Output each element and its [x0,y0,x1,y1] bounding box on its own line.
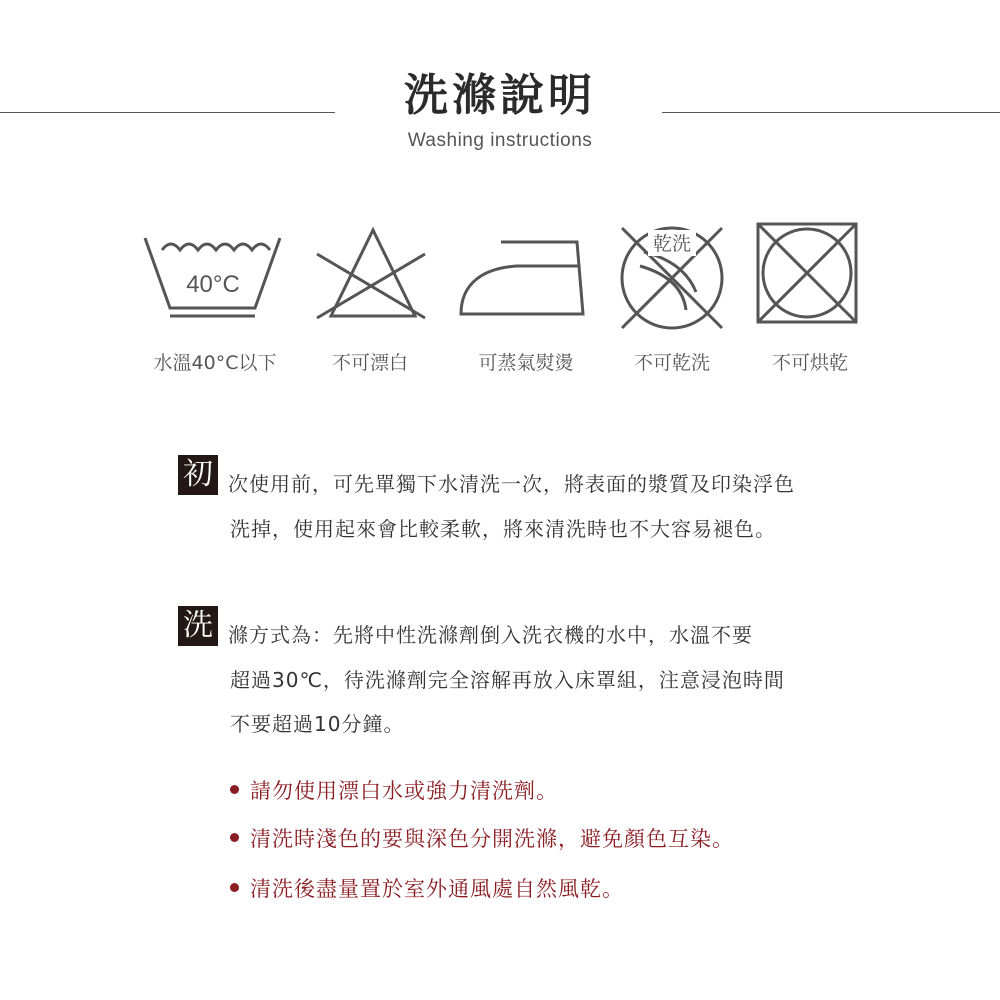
paragraph-line: 滌方式為：先將中性洗滌劑倒入洗衣機的水中，水溫不要 [228,623,753,647]
svg-text:乾洗: 乾洗 [652,233,692,255]
bullet-icon [230,785,239,794]
list-item: 請勿使用漂白水或強力清洗劑。 [250,779,558,803]
no-bleach-icon [313,222,433,322]
no-dry-clean-icon [612,222,732,332]
paragraph-line: 次使用前，可先單獨下水清洗一次，將表面的漿質及印染浮色 [228,472,795,496]
label-no-tumble-dry: 不可烘乾 [771,352,848,374]
bullet-icon [230,833,239,842]
label-wash-40: 水溫40°C以下 [153,352,277,374]
no-tumble-dry-icon [756,222,861,327]
list-item: 清洗後盡量置於室外通風處自然風乾。 [250,877,624,901]
label-no-dry-clean: 不可乾洗 [633,352,710,374]
svg-text:40°C: 40°C [186,271,240,298]
paragraph-line: 洗掉，使用起來會比較柔軟，將來清洗時也不大容易褪色。 [230,517,776,541]
list-item: 清洗時淺色的要與深色分開洗滌，避免顏色互染。 [250,827,734,851]
initial-char-box: 洗 [178,606,218,646]
paragraph-line: 超過30℃，待洗滌劑完全溶解再放入床罩組，注意浸泡時間 [230,668,785,692]
wash-40-icon [140,222,285,322]
page-title: 洗滌說明 [404,70,596,121]
initial-char-box: 初 [178,455,218,495]
page-subtitle: Washing instructions [407,130,593,151]
bullet-icon [230,883,239,892]
label-no-bleach: 不可漂白 [331,352,408,374]
label-steam-iron: 可蒸氣熨燙 [478,352,574,374]
paragraph-line: 不要超過10分鐘。 [230,712,405,736]
steam-iron-icon [455,222,590,322]
